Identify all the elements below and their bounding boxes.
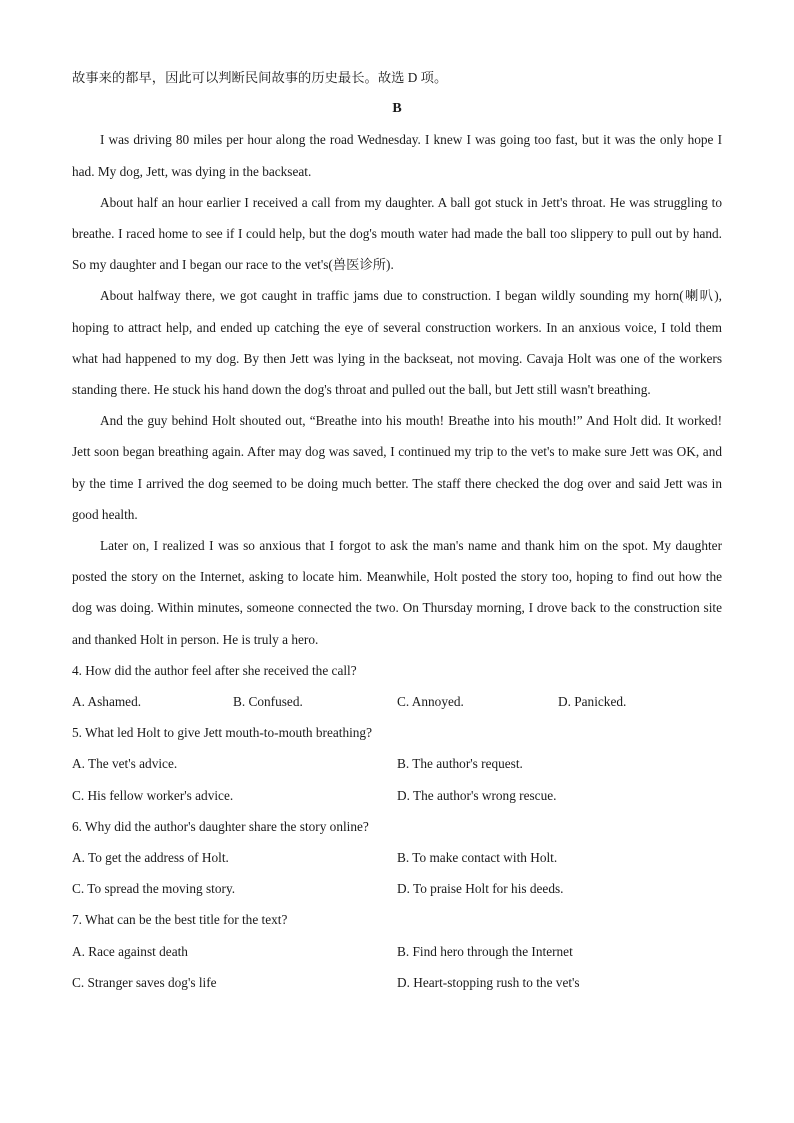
option-c: C. To spread the moving story. [72,881,236,897]
passage-paragraph-4: And the guy behind Holt shouted out, “Breathe into his mouth! Breathe into his mouth!” And Holt did. It worked! Jett soon began breathing again. After may dog was saved, I continued my trip to the vet's to make sure Jett was OK, and by the time I arrived the dog seemed to be doing much better. The staff there checked the dog over and said Jett was in good health. [72,413,722,522]
passage-paragraph-2: About half an hour earlier I received a call from my daughter. A ball got stuck in Jett's throat. He was struggling to breathe. I raced home to see if I could help, but the dog's mouth water had made the ball too slippery to pull out by hand. So my daughter and I began our race to the vet's(兽医诊所). [72,194,722,273]
option-row [72,748,722,779]
question-stem: 5. What led Holt to give Jett mouth-to-mouth breathing? [72,725,372,741]
question-stem: 7. What can be the best title for the text? [72,912,288,928]
option-c: C. Stranger saves dog's life [72,974,217,990]
question-7 [72,904,722,998]
option-row [72,967,722,998]
passage-paragraph-1: I was driving 80 miles per hour along the road Wednesday. I knew I was going too fast, but it was the only hope I had. My dog, Jett, was dying in the backseat. [72,132,722,179]
option-d: D. To praise Holt for his deeds. [397,881,564,897]
option-b: B. The author's request. [397,756,523,772]
option-b: B. To make contact with Holt. [397,850,558,866]
option-b: B. Confused. [233,694,303,710]
option-row [72,873,722,904]
question-stem: 4. How did the author feel after she received the call? [72,662,357,678]
option-d: D. The author's wrong rescue. [397,787,557,803]
question-stem: 6. Why did the author's daughter share the story online? [72,818,369,834]
option-row [72,780,722,811]
option-b: B. Find hero through the Internet [397,943,573,959]
option-a: A. Ashamed. [72,694,142,710]
passage-paragraph-3: About halfway there, we got caught in traffic jams due to construction. I began wildly sounding my horn(喇叭), hoping to attract help, and ended up catching the eye of several construction workers. In an anxious voice, I told them what had happened to my dog. By then Jett was lying in the backseat, not moving. Cavaja Holt was one of the workers standing there. He stuck his hand down the dog's throat and pulled out the ball, but Jett still wasn't breathing. [72,288,722,398]
option-c: C. Annoyed. [397,694,464,710]
option-c: C. His fellow worker's advice. [72,787,234,803]
passage-paragraph-5: Later on, I realized I was so anxious that I forgot to ask the man's name and thank him on the spot. My daughter posted the story on the Internet, asking to locate him. Meanwhile, Holt posted the story too, hoping to find out how the dog was doing. Within minutes, someone connected the two. On Thursday morning, I drove back to the construction site and thanked Holt in person. He is truly a hero. [72,538,722,647]
question-6 [72,811,722,905]
option-row [72,936,722,967]
option-d: D. Heart-stopping rush to the vet's [397,974,580,990]
option-a: A. Race against death [72,943,188,959]
document-page [72,62,722,998]
intro-line: 故事来的都早，因此可以判断民间故事的历史最长。故选 D 项。 [72,70,448,85]
option-a: A. The vet's advice. [72,756,178,772]
option-row [72,842,722,873]
option-d: D. Panicked. [558,694,627,710]
option-row [72,686,722,717]
section-heading: B [392,101,402,117]
option-a: A. To get the address of Holt. [72,850,229,866]
question-4 [72,655,722,717]
question-5 [72,717,722,811]
